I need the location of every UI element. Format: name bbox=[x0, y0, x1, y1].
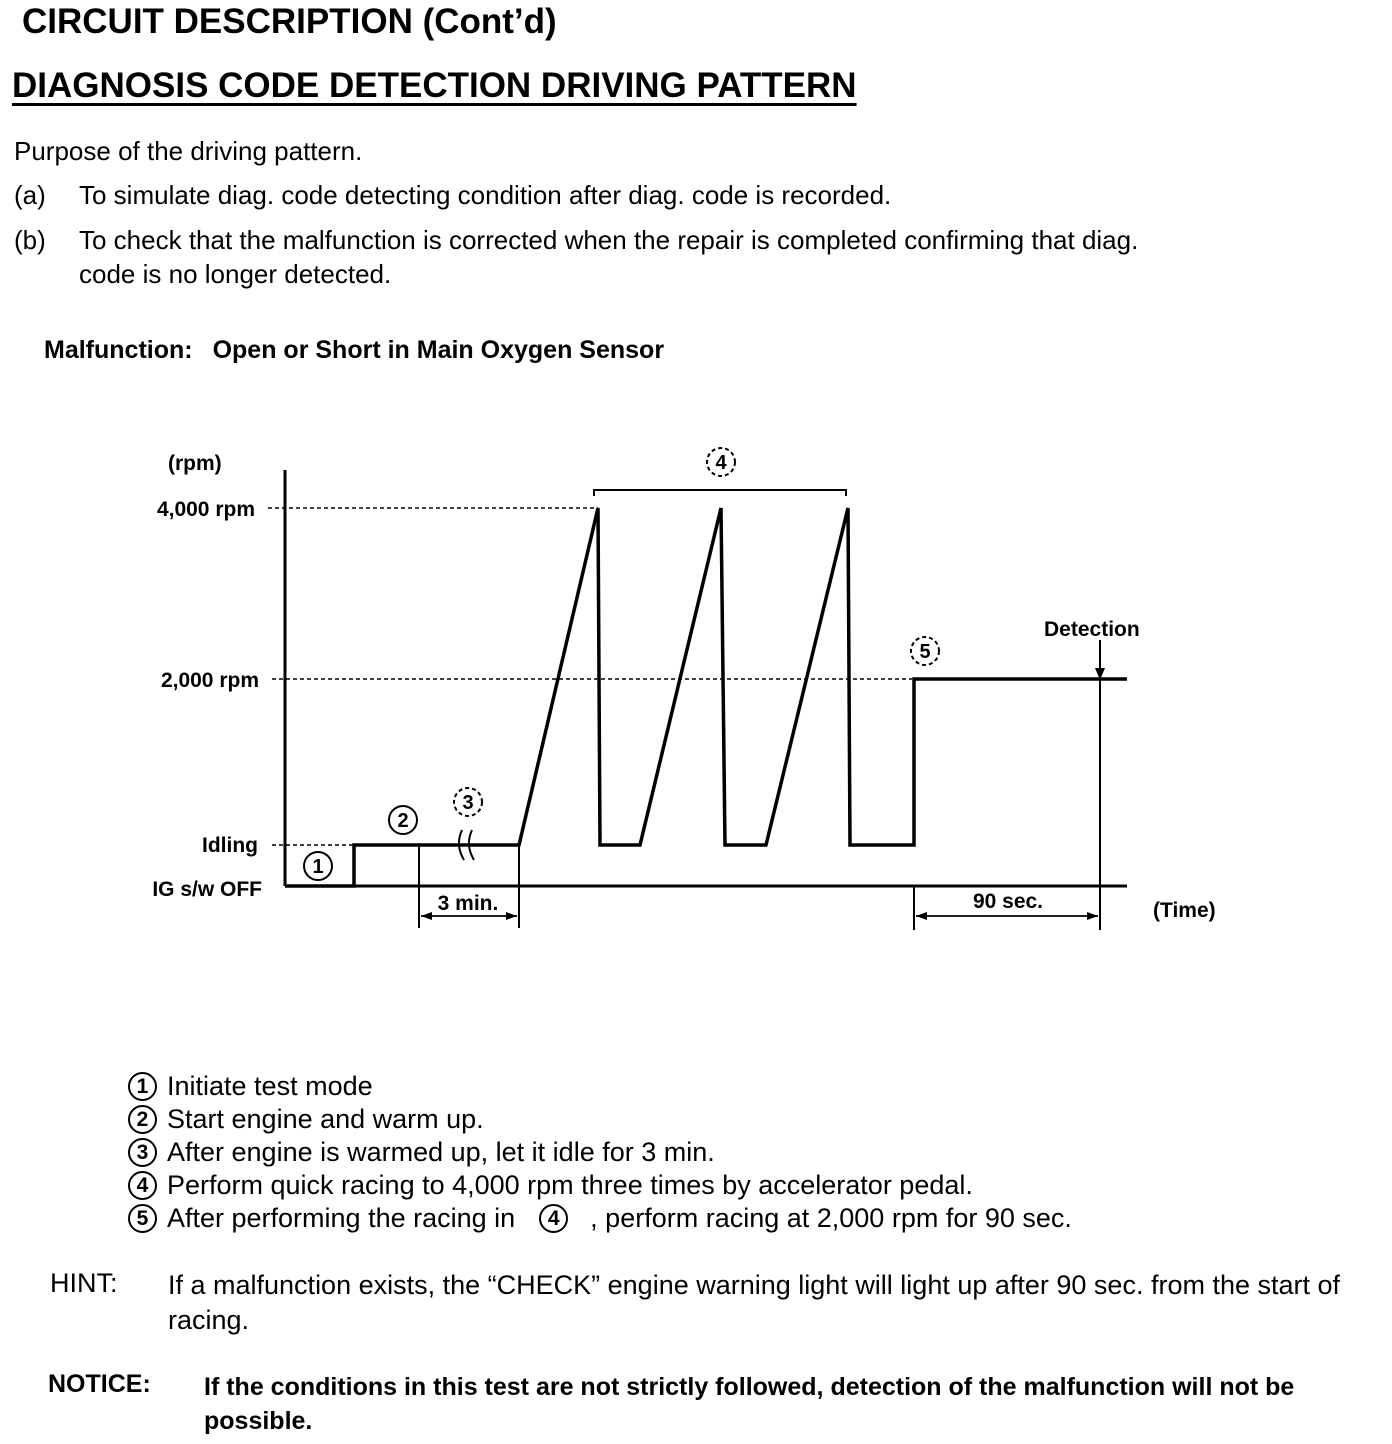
diagram-marker-1: 1 bbox=[312, 856, 324, 878]
dimension-label-90sec: 90 sec. bbox=[972, 890, 1044, 913]
x-unit-label: (Time) bbox=[1153, 899, 1216, 922]
section-title: DIAGNOSIS CODE DETECTION DRIVING PATTERN bbox=[12, 66, 857, 105]
step-text-4: Perform quick racing to 4,000 rpm three times by accelerator pedal. bbox=[167, 1170, 973, 1200]
step-number-3: 3 bbox=[128, 1138, 157, 1167]
step-number-2: 2 bbox=[128, 1105, 157, 1134]
step-text-1: Initiate test mode bbox=[167, 1071, 373, 1101]
list-item bbox=[128, 1136, 1072, 1169]
hint-label: HINT: bbox=[50, 1268, 118, 1298]
list-item bbox=[128, 1169, 1072, 1202]
notice-label: NOTICE: bbox=[48, 1370, 151, 1398]
dimension-label-3min: 3 min. bbox=[437, 892, 499, 915]
purpose-text-a: To simulate diag. code detecting condition after diag. code is recorded. bbox=[79, 180, 892, 210]
diagram-marker-4: 4 bbox=[715, 452, 727, 474]
purpose-marker-a: (a) bbox=[14, 180, 46, 210]
level-label-2000: 2,000 rpm bbox=[160, 669, 259, 692]
list-item bbox=[128, 1103, 1072, 1136]
purpose-text-b-cont: code is no longer detected. bbox=[79, 259, 392, 289]
purpose-text-b: To check that the malfunction is corrected when the repair is completed confirming that diag. bbox=[79, 225, 1139, 255]
detection-label: Detection bbox=[1044, 618, 1140, 641]
level-label-4000: 4,000 rpm bbox=[156, 498, 255, 521]
diagram-marker-3: 3 bbox=[462, 792, 474, 814]
step-text-5-before: After performing the racing in bbox=[167, 1203, 516, 1233]
purpose-marker-b: (b) bbox=[14, 225, 46, 255]
diagram-marker-2: 2 bbox=[397, 810, 409, 832]
step-list bbox=[128, 1070, 1072, 1235]
step-text-2: Start engine and warm up. bbox=[167, 1104, 484, 1134]
malfunction-label: Malfunction: bbox=[44, 336, 193, 364]
malfunction-value: Open or Short in Main Oxygen Sensor bbox=[212, 336, 665, 364]
step-ref-4: 4 bbox=[539, 1204, 568, 1233]
level-label-idling: Idling bbox=[202, 834, 258, 857]
list-item bbox=[128, 1070, 1072, 1103]
step-number-1: 1 bbox=[128, 1072, 157, 1101]
level-label-ig-off: IG s/w OFF bbox=[152, 878, 262, 901]
purpose-heading: Purpose of the driving pattern. bbox=[14, 136, 363, 166]
hint-text: If a malfunction exists, the “CHECK” engine warning light will light up after 90 sec. from the start of racing. bbox=[168, 1270, 1341, 1335]
step-number-4: 4 bbox=[128, 1171, 157, 1200]
step-number-5: 5 bbox=[128, 1204, 157, 1233]
notice-text: If the conditions in this test are not strictly followed, detection of the malfunction will not be possible. bbox=[204, 1373, 1295, 1435]
step-text-5-after: , perform racing at 2,000 rpm for 90 sec. bbox=[590, 1203, 1072, 1233]
diagram-marker-5: 5 bbox=[919, 641, 931, 663]
y-unit-label: (rpm) bbox=[168, 452, 222, 475]
step4-bracket bbox=[594, 490, 846, 496]
page-title: CIRCUIT DESCRIPTION (Cont’d) bbox=[22, 2, 557, 41]
step-text-3: After engine is warmed up, let it idle for 3 min. bbox=[167, 1137, 715, 1167]
list-item bbox=[128, 1202, 1072, 1235]
